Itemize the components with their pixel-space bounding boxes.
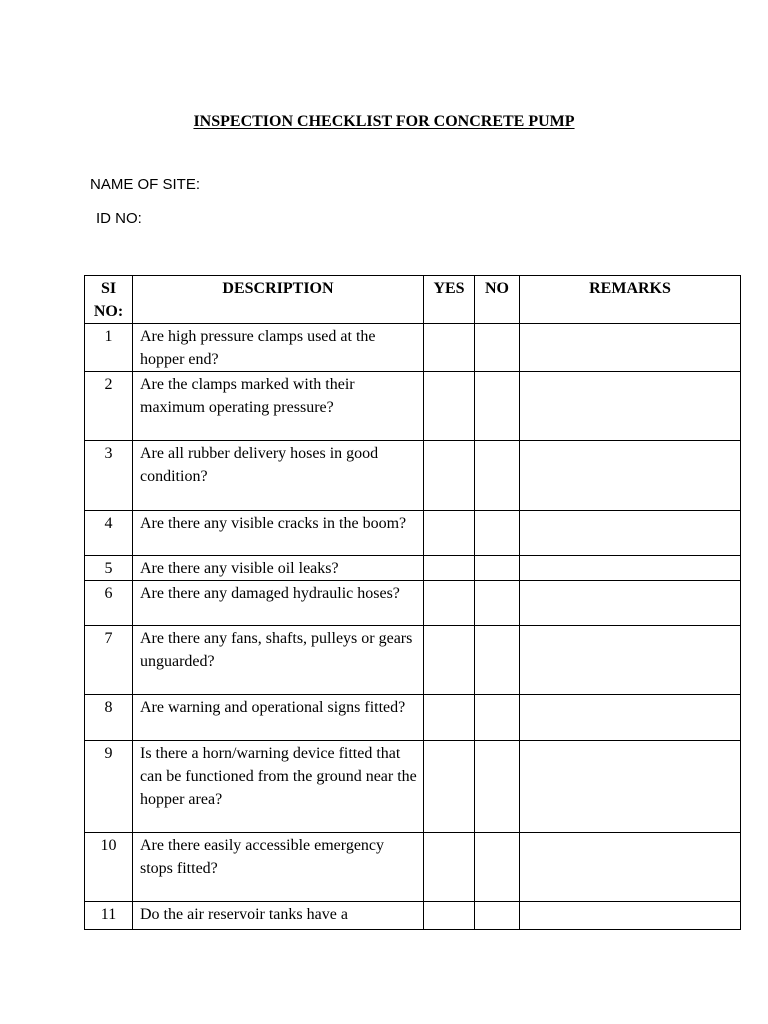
- row-number: 9: [85, 741, 133, 833]
- no-cell[interactable]: [475, 441, 520, 511]
- id-no-label: ID NO:: [96, 210, 142, 227]
- yes-cell[interactable]: [424, 833, 475, 902]
- row-number: 7: [85, 626, 133, 695]
- no-cell[interactable]: [475, 741, 520, 833]
- table-row: [85, 741, 741, 833]
- header-description: DESCRIPTION: [133, 276, 424, 324]
- no-cell[interactable]: [475, 511, 520, 556]
- row-number: 11: [85, 902, 133, 930]
- table-row: [85, 324, 741, 372]
- remarks-cell[interactable]: [520, 695, 741, 741]
- header-yes: YES: [424, 276, 475, 324]
- no-cell[interactable]: [475, 324, 520, 372]
- no-cell[interactable]: [475, 626, 520, 695]
- table-row: [85, 626, 741, 695]
- no-cell[interactable]: [475, 556, 520, 581]
- table-row: [85, 581, 741, 626]
- yes-cell[interactable]: [424, 581, 475, 626]
- table-row: [85, 441, 741, 511]
- remarks-cell[interactable]: [520, 902, 741, 930]
- row-description: Are high pressure clamps used at the hopper end?: [133, 324, 424, 372]
- remarks-cell[interactable]: [520, 833, 741, 902]
- remarks-cell[interactable]: [520, 581, 741, 626]
- row-number: 6: [85, 581, 133, 626]
- table-header-row: [85, 276, 741, 324]
- row-description: Are there easily accessible emergency stops fitted?: [133, 833, 424, 902]
- checklist-table: [84, 275, 741, 930]
- table-row: [85, 511, 741, 556]
- table-row: [85, 833, 741, 902]
- remarks-cell[interactable]: [520, 556, 741, 581]
- yes-cell[interactable]: [424, 441, 475, 511]
- yes-cell[interactable]: [424, 324, 475, 372]
- row-description: Do the air reservoir tanks have a: [133, 902, 424, 930]
- document-title: INSPECTION CHECKLIST FOR CONCRETE PUMP: [193, 113, 575, 130]
- no-cell[interactable]: [475, 372, 520, 441]
- row-description: Are all rubber delivery hoses in good condition?: [133, 441, 424, 511]
- no-cell[interactable]: [475, 833, 520, 902]
- remarks-cell[interactable]: [520, 441, 741, 511]
- row-description: Are the clamps marked with their maximum operating pressure?: [133, 372, 424, 441]
- yes-cell[interactable]: [424, 372, 475, 441]
- row-description: Are there any damaged hydraulic hoses?: [133, 581, 424, 626]
- row-number: 5: [85, 556, 133, 581]
- row-description: Are warning and operational signs fitted?: [133, 695, 424, 741]
- remarks-cell[interactable]: [520, 511, 741, 556]
- yes-cell[interactable]: [424, 626, 475, 695]
- row-description: Are there any fans, shafts, pulleys or gears unguarded?: [133, 626, 424, 695]
- header-no: NO: [475, 276, 520, 324]
- no-cell[interactable]: [475, 695, 520, 741]
- table-row: [85, 902, 741, 930]
- header-si-no: SI NO:: [85, 276, 133, 324]
- row-description: Is there a horn/warning device fitted that can be functioned from the ground near the hopper area?: [133, 741, 424, 833]
- row-number: 10: [85, 833, 133, 902]
- no-cell[interactable]: [475, 581, 520, 626]
- yes-cell[interactable]: [424, 511, 475, 556]
- remarks-cell[interactable]: [520, 372, 741, 441]
- yes-cell[interactable]: [424, 902, 475, 930]
- yes-cell[interactable]: [424, 556, 475, 581]
- row-description: Are there any visible cracks in the boom?: [133, 511, 424, 556]
- row-description: Are there any visible oil leaks?: [133, 556, 424, 581]
- row-number: 3: [85, 441, 133, 511]
- no-cell[interactable]: [475, 902, 520, 930]
- table-row: [85, 372, 741, 441]
- table-row: [85, 556, 741, 581]
- remarks-cell[interactable]: [520, 741, 741, 833]
- yes-cell[interactable]: [424, 695, 475, 741]
- row-number: 1: [85, 324, 133, 372]
- remarks-cell[interactable]: [520, 626, 741, 695]
- row-number: 2: [85, 372, 133, 441]
- table-row: [85, 695, 741, 741]
- name-of-site-label: NAME OF SITE:: [90, 176, 201, 193]
- row-number: 8: [85, 695, 133, 741]
- row-number: 4: [85, 511, 133, 556]
- remarks-cell[interactable]: [520, 324, 741, 372]
- header-remarks: REMARKS: [520, 276, 741, 324]
- yes-cell[interactable]: [424, 741, 475, 833]
